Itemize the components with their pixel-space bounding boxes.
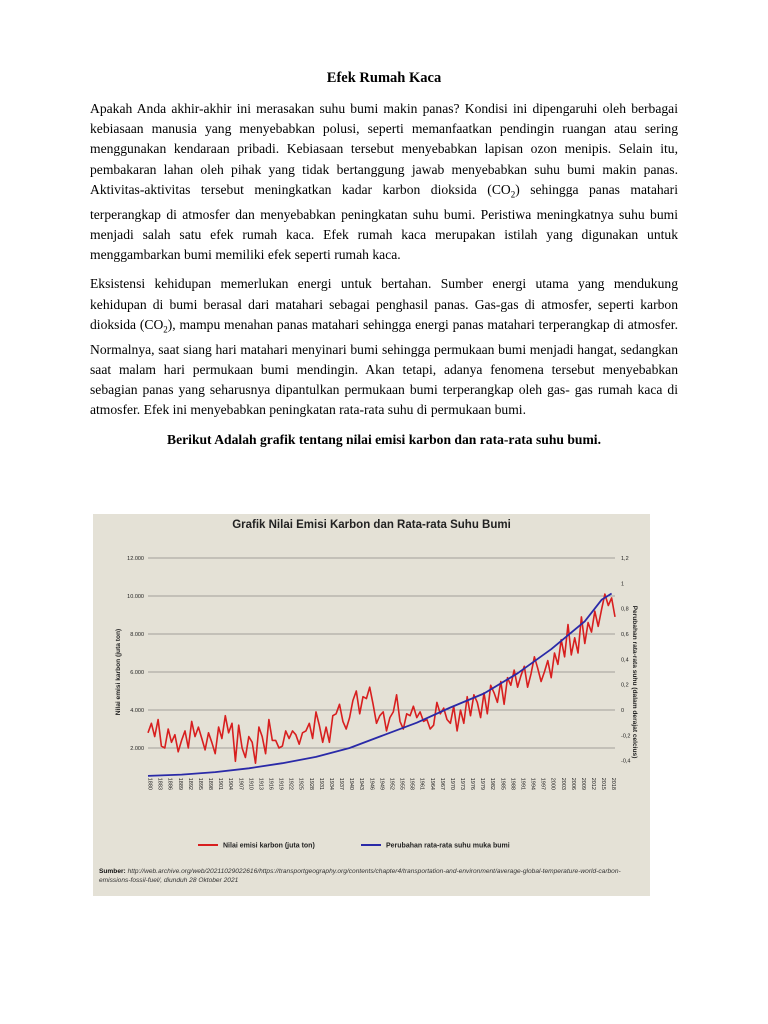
paragraph-energy-existence <box>90 274 678 420</box>
y-tick-label: 6.000 <box>130 670 144 676</box>
x-tick-label: 2018 <box>610 777 617 790</box>
y2-tick-label: 0,8 <box>621 606 629 613</box>
x-tick-label: 1940 <box>348 777 355 790</box>
chart-figure <box>93 514 650 896</box>
y-tick-label: 10.000 <box>127 594 144 600</box>
x-tick-label: 1901 <box>217 777 224 790</box>
x-tick-label: 1883 <box>156 777 163 790</box>
x-tick-label: 2012 <box>590 777 597 790</box>
document-body <box>90 70 678 448</box>
y2-axis-label: Perubahan rata-rata suhu (dalam derajat celcius) <box>631 605 638 759</box>
chart-title: Grafik Nilai Emisi Karbon dan Rata-rata Suhu Bumi <box>232 519 511 531</box>
x-tick-label: 1976 <box>469 777 476 790</box>
paragraph1-subscript: 2 <box>510 189 516 200</box>
x-tick-label: 1997 <box>539 777 546 790</box>
x-tick-label: 1937 <box>338 777 345 790</box>
x-tick-label: 1919 <box>277 777 284 790</box>
y2-tick-label: -0,4 <box>621 758 631 765</box>
y2-tick-label: 0,4 <box>621 657 629 664</box>
x-tick-label: 2003 <box>559 777 566 790</box>
source-label: Sumber: <box>99 868 126 875</box>
x-tick-label: 1889 <box>176 777 183 790</box>
x-tick-label: 1898 <box>207 777 214 790</box>
x-tick-label: 1934 <box>327 777 334 790</box>
x-tick-label: 1982 <box>489 777 496 790</box>
x-tick-label: 1955 <box>398 777 405 790</box>
x-tick-label: 1910 <box>247 777 254 790</box>
x-tick-label: 1922 <box>287 777 294 790</box>
y-tick-label: 2.000 <box>130 746 144 752</box>
x-tick-label: 1925 <box>297 777 304 790</box>
x-tick-label: 1991 <box>519 777 526 790</box>
x-tick-label: 1895 <box>196 777 203 790</box>
legend-emission-label: Nilai emisi karbon (juta ton) <box>223 842 315 850</box>
x-tick-label: 1994 <box>529 777 536 790</box>
x-tick-label: 1961 <box>418 777 425 790</box>
temperature-series-line <box>148 594 612 776</box>
emission-temperature-chart <box>93 514 650 859</box>
x-tick-label: 1952 <box>388 777 395 790</box>
x-tick-label: 1964 <box>428 777 435 790</box>
y2-tick-label: 0,6 <box>621 632 629 638</box>
x-tick-label: 1904 <box>227 777 234 790</box>
x-tick-label: 1916 <box>267 777 274 790</box>
x-tick-label: 1928 <box>307 777 314 790</box>
paragraph2-text-a: Eksistensi kehidupan memerlukan energi untuk bertahan. Sumber energi utama yang mendukung kehidupan di bumi berasal dari matahari sebagai penghasil panas. Gas-gas di atmosfer, seperti karbon dioksida (CO <box>90 276 678 332</box>
paragraph1-text-b: ) sehingga panas matahari terperangkap di atmosfer dan menyebabkan peningkatan suhu bumi. Peristiwa meningkatnya suhu bumi menjadi salah satu efek rumah kaca. Efek rumah kaca merupakan istilah yang digunakan untuk menggambarkan bumi memiliki efek seperti rumah kaca. <box>90 181 678 263</box>
y2-tick-label: -0,2 <box>621 733 631 740</box>
y2-tick-label: 1,2 <box>621 556 629 562</box>
x-tick-label: 1913 <box>257 777 264 790</box>
x-tick-label: 1946 <box>368 777 375 790</box>
y2-tick-label: 0,2 <box>621 682 629 689</box>
x-tick-label: 1988 <box>509 777 516 790</box>
y-tick-label: 8.000 <box>130 632 144 638</box>
x-tick-label: 1949 <box>378 777 385 790</box>
x-tick-label: 1892 <box>186 777 193 790</box>
x-tick-label: 1886 <box>166 777 173 790</box>
legend-temperature-label: Perubahan rata-rata suhu muka bumi <box>386 842 510 850</box>
paragraph2-subscript: 2 <box>163 324 168 335</box>
y-tick-label: 4.000 <box>130 708 144 714</box>
x-tick-label: 1985 <box>499 777 506 790</box>
source-text: http://web.archive.org/web/20211029022616/https://transportgeography.org/contents/chapter4/transportation-and-environment/average-global-temperature-world-carbon-emissions-fossil-fuel/, diunduh 28 Oktober 2021 <box>99 868 621 884</box>
y-axis-label: Nilai emisi karbon (juta ton) <box>115 628 122 716</box>
x-tick-label: 1907 <box>237 777 244 790</box>
x-tick-label: 2000 <box>549 777 556 790</box>
x-tick-label: 1958 <box>408 777 415 790</box>
x-tick-label: 1970 <box>448 777 455 790</box>
x-tick-label: 2009 <box>579 777 586 790</box>
document-title: Efek Rumah Kaca <box>326 70 442 86</box>
emission-series-line <box>148 594 615 763</box>
x-tick-label: 1979 <box>479 777 486 790</box>
x-tick-label: 1880 <box>146 777 153 790</box>
paragraph2-text-b: ), mampu menahan panas matahari sehingga energi panas matahari terperangkap di atmosfer. Normalnya, saat siang hari matahari menyinari bumi sehingga permukaan bumi menjadi hangat, sedangkan saat malam hari permukaan bumi mendingin. Akan tetapi, adanya fenomena tersebut menyebabkan sebagian panas yang seharusnya dipantulkan permukaan bumi terperangkap oleh gas- gas rumah kaca di atmosfer. Efek ini menyebabkan peningkatan rata-rata suhu di permukaan bumi. <box>90 316 678 418</box>
x-tick-label: 1973 <box>459 777 466 790</box>
y2-tick-label: 1 <box>621 581 625 588</box>
y-tick-label: 12.000 <box>127 556 144 562</box>
y2-tick-label: 0 <box>621 708 625 714</box>
paragraph-greenhouse-effect <box>90 99 678 265</box>
chart-source <box>99 867 647 885</box>
x-tick-label: 1931 <box>317 777 324 790</box>
paragraph1-text-a: Apakah Anda akhir-akhir ini merasakan suhu bumi makin panas? Kondisi ini dipengaruhi oleh berbagai kebiasaan manusia yang menyebabkan polusi, seperti memanfaatkan pendingin ruangan atau sering menggunakan kendaraan pribadi. Kebiasaan tersebut menyebabkan lapisan ozon menipis. Selain itu, pembakaran lahan oleh pihak yang tidak bertanggung jawab menyebabkan suhu bumi makin panas. Aktivitas-aktivitas tersebut meningkatkan kadar karbon dioksida (CO <box>90 101 678 197</box>
x-tick-label: 1967 <box>438 777 445 790</box>
x-tick-label: 2006 <box>569 777 576 790</box>
x-tick-label: 1943 <box>358 777 365 790</box>
chart-caption: Berikut Adalah grafik tentang nilai emisi karbon dan rata-rata suhu bumi. <box>167 432 601 448</box>
x-tick-label: 2015 <box>600 777 607 790</box>
